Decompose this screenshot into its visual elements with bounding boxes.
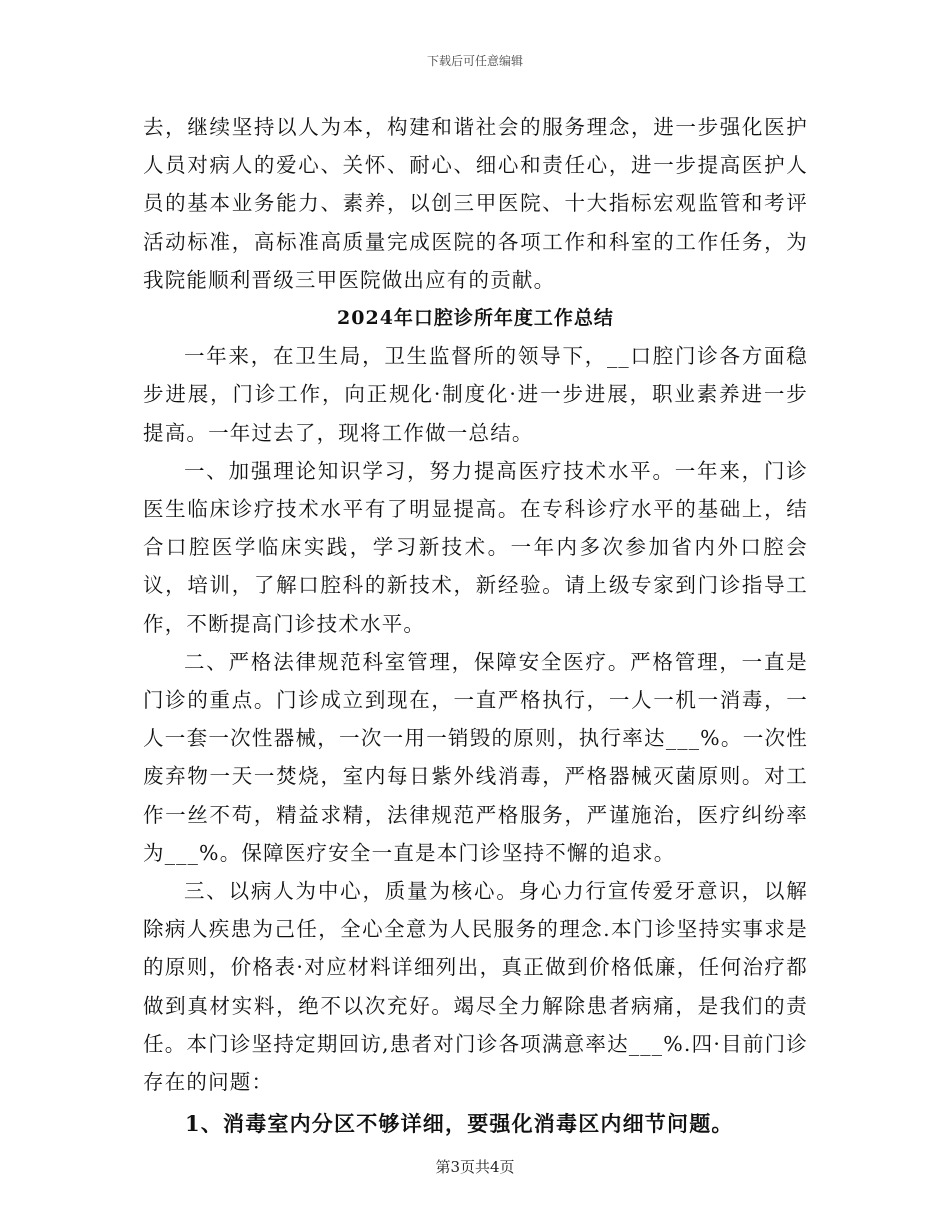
document-title: 2024年口腔诊所年度工作总结 bbox=[337, 307, 614, 330]
bold-list-item: 1、消毒室内分区不够详细，要强化消毒区内细节问题。 bbox=[185, 1111, 734, 1137]
paragraph-overview: 一年来，在卫生局，卫生监督所的领导下，__口腔门诊各方面稳步进展，门诊工作，向正规化·制度化·进一步进展，职业素养进一步提高。一年过去了，现将工作做一总结。 bbox=[143, 344, 808, 445]
paragraph-section-one: 一、加强理论知识学习，努力提高医疗技术水平。一年来，门诊医生临床诊疗技术水平有了明显提高。在专科诊疗水平的基础上，结合口腔医学临床实践，学习新技术。一年内多次参加省内外口腔会议，培训，了解口腔科的新技术，新经验。请上级专家到门诊指导工作，不断提高门诊技术水平。 bbox=[143, 458, 808, 636]
paragraph-section-two: 二、严格法律规范科室管理，保障安全医疗。严格管理，一直是门诊的重点。门诊成立到现在，一直严格执行，一人一机一消毒，一人一套一次性器械，一次一用一销毁的原则，执行率达___%。一次性废弃物一天一焚烧，室内每日紫外线消毒，严格器械灭菌原则。对工作一丝不苟，精益求精，法律规范严格服务，严谨施治，医疗纠纷率为___%。保障医疗安全一直是本门诊坚持不懈的追求。 bbox=[143, 649, 808, 865]
paragraph-section-three: 三、以病人为中心，质量为核心。身心力行宣传爱牙意识，以解除病人疾患为己任，全心全意为人民服务的理念.本门诊坚持实事求是的原则，价格表·对应材料详细列出，真正做到价格低廉，任何治疗都做到真材实料，绝不以次充好。竭尽全力解除患者病痛，是我们的责任。本门诊坚持定期回访,患者对门诊各项满意率达___%.四·目前门诊存在的问题： bbox=[143, 879, 808, 1095]
page-header: 下载后可任意编辑 bbox=[426, 54, 523, 68]
document-body bbox=[143, 108, 808, 1143]
intro-paragraph: 去，继续坚持以人为本，构建和谐社会的服务理念，进一步强化医护人员对病人的爱心、关怀、耐心、细心和责任心，进一步提高医护人员的基本业务能力、素养，以创三甲医院、十大指标宏观监管和考评活动标准，高标准高质量完成医院的各项工作和科室的工作任务，为我院能顺利晋级三甲医院做出应有的贡献。 bbox=[143, 115, 808, 292]
page-number-footer: 第3页共4页 bbox=[435, 1158, 515, 1176]
